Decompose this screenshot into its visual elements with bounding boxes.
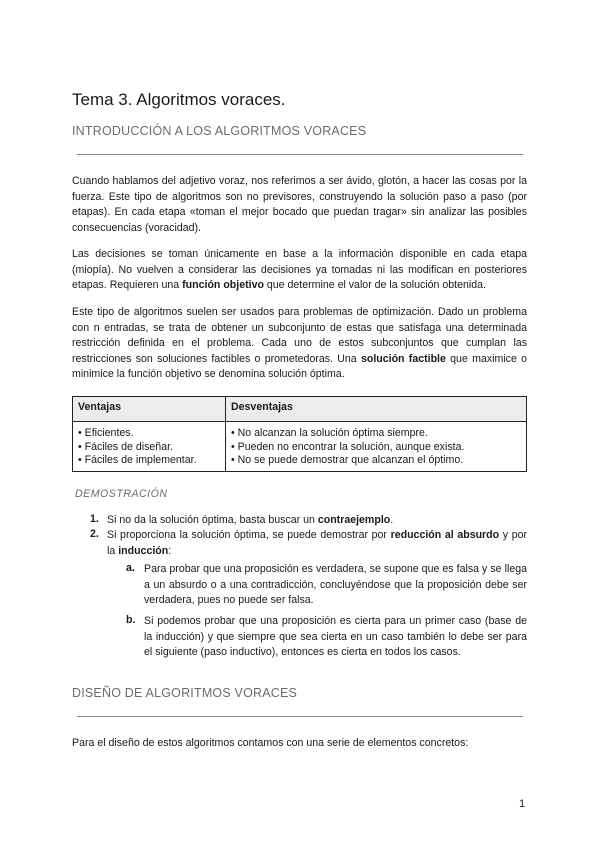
- paragraph-diseno-1: Para el diseño de estos algoritmos contamos con una serie de elementos concretos:: [72, 737, 469, 749]
- list-number: 2.: [90, 528, 99, 540]
- section-heading-introduccion: INTRODUCCIÓN A LOS ALGORITMOS VORACES: [72, 124, 367, 138]
- desventajas-cell: [226, 422, 527, 472]
- demo-item-2: Si proporciona la solución óptima, se puede demostrar por reducción al absurdo y por la inducción:: [107, 529, 528, 557]
- bold-induccion: inducción: [118, 544, 169, 557]
- table-header-desventajas: Desventajas: [226, 397, 527, 422]
- list-item: • Eficientes.: [78, 427, 134, 439]
- section-heading-diseno: DISEÑO DE ALGORITMOS VORACES: [72, 686, 298, 700]
- bold-contraejemplo: contraejemplo: [317, 514, 391, 526]
- demo-item-1: Si no da la solución óptima, basta buscar un contraejemplo.: [107, 514, 394, 526]
- paragraph-intro-1: Cuando hablamos del adjetivo voraz, nos referimos a ser ávido, glotón, a hacer las cosas por la fuerza. Este tipo de algoritmos son no previsores, construyendo la solución paso a paso (por etapas). En cada etapa «toman el mejor bocado que puedan tragar» sin analizar las posibles consecuencias (voracidad).: [72, 175, 527, 234]
- page-title: Tema 3. Algoritmos voraces.: [72, 90, 286, 109]
- list-letter: b.: [126, 614, 136, 626]
- paragraph-intro-3: Este tipo de algoritmos suelen ser usados para problemas de optimización. Dado un problema con n entradas, se trata de obtener un subconjunto de estas que satisfaga una determinada restricción definida en el problema. Cada uno de estos subconjuntos que cumplan las restricciones son soluciones factibles o prometedoras. Una solución factible que maximice o minimice la función objetivo se denomina solución óptima.: [72, 306, 527, 380]
- list-item: • Fáciles de diseñar.: [78, 440, 173, 453]
- section-divider: [77, 154, 523, 155]
- ventajas-cell: [73, 422, 226, 472]
- page-number: 1: [519, 798, 526, 810]
- ventajas-desventajas-table: [72, 396, 527, 472]
- paragraph-intro-2: Las decisiones se toman únicamente en base a la información disponible en cada etapa (miopía). No vuelven a considerar las decisiones ya tomadas ni las modifican en posteriores etapas. Requieren una función objetivo que determine el valor de la solución obtenida.: [72, 248, 527, 291]
- demo-subitem-a: Para probar que una proposición es verdadera, se supone que es falsa y se llega a un absurdo o a una contradicción, concluyéndose que la proposición debe ser verdadera, pues no puede ser falsa.: [144, 563, 527, 606]
- section-divider: [77, 716, 523, 717]
- list-item: • No se puede demostrar que alcanzan el óptimo.: [231, 454, 464, 466]
- table-header-ventajas: Ventajas: [73, 397, 226, 422]
- list-item: • Fáciles de implementar.: [78, 454, 197, 466]
- bold-funcion-objetivo: función objetivo: [182, 279, 264, 291]
- list-letter: a.: [126, 562, 135, 574]
- bold-solucion-factible: solución factible: [360, 352, 446, 365]
- subheading-demostracion: DEMOSTRACIÓN: [75, 488, 168, 500]
- list-item: • No alcanzan la solución óptima siempre.: [231, 427, 428, 439]
- bold-reduccion-absurdo: reducción al absurdo: [390, 529, 500, 541]
- demo-subitem-b: Si podemos probar que una proposición es cierta para un primer caso (base de la inducción) y que siempre que sea cierta en un caso también lo debe ser para el siguiente (paso inductivo), entonces es cierta en todos los casos.: [144, 615, 527, 658]
- list-number: 1.: [90, 513, 99, 525]
- list-item: • Pueden no encontrar la solución, aunque exista.: [231, 440, 465, 453]
